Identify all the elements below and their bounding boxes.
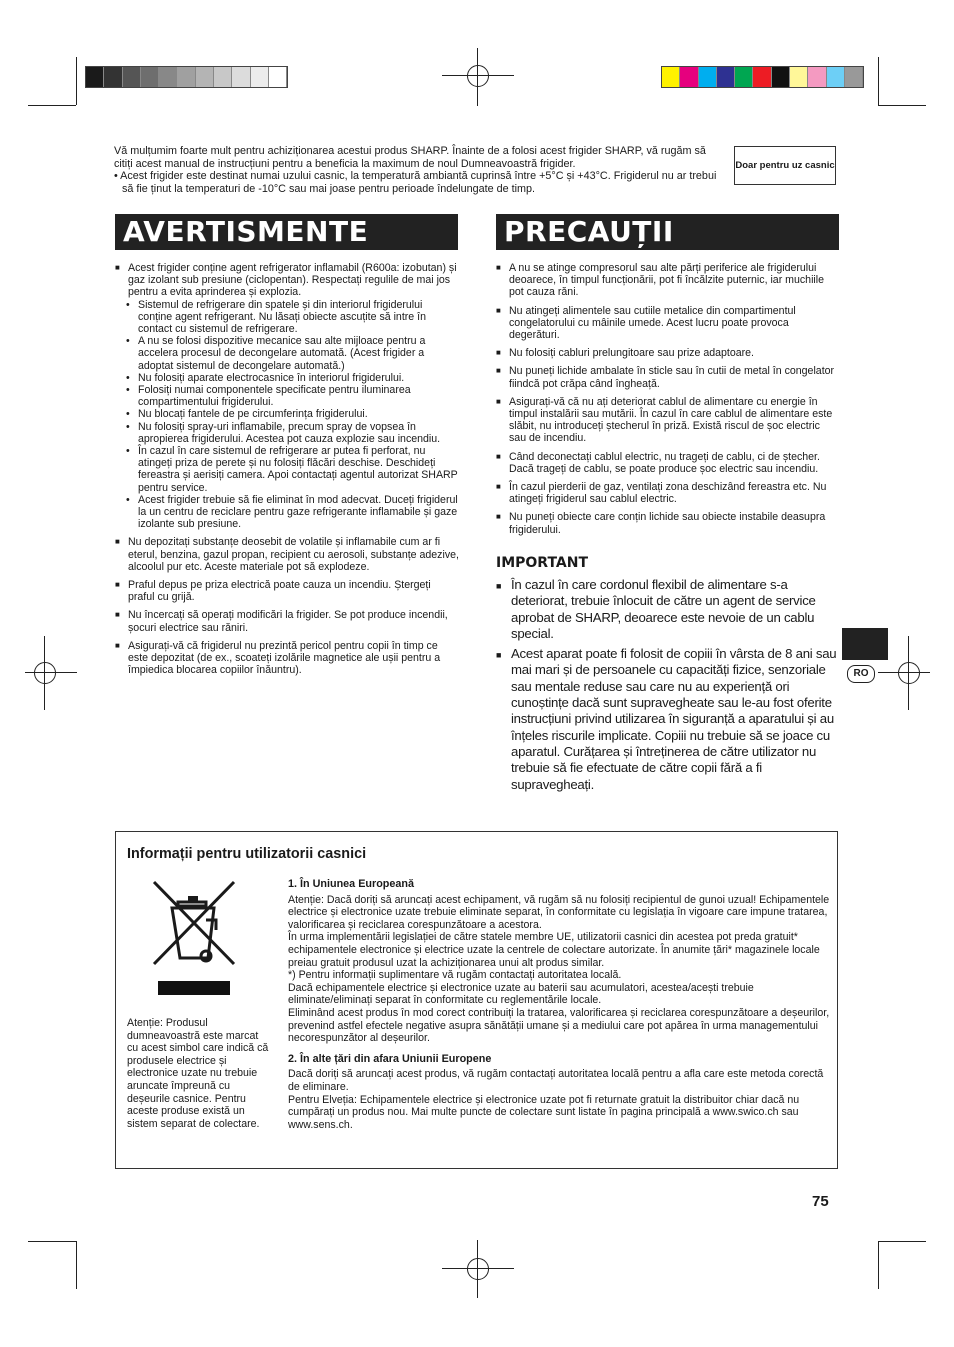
precaution-item: ■ Nu puneți lichide ambalate în sticle sau în cutii de metal în congelator fiindcă pot crăpa când îngheață. bbox=[496, 365, 839, 389]
warning-subitem: • Nu blocați fantele de pe circumferința frigiderului. bbox=[115, 408, 459, 420]
eu-paragraph: *) Pentru informații suplimentare vă rugăm contactați autoritatea locală. bbox=[288, 969, 622, 982]
info-left-text: Atenție: Produsul dumneavoastră este marcat cu acest simbol care indică că produsele electrice și electronice uzate nu trebuie aruncate împreună cu deșeurile casnice. Pentru aceste produse există un sistem separat de colectare. bbox=[127, 1017, 269, 1130]
swatch bbox=[790, 67, 808, 87]
important-item: ■ În cazul în care cordonul flexibil de alimentare s-a deteriorat, trebuie înlocuit de către un agent de service aprobat de SHARP, deoarece este nevoie de un cablu special. bbox=[496, 577, 839, 642]
swatch bbox=[123, 67, 141, 87]
swatch bbox=[269, 67, 287, 87]
eu-paragraph: În urma implementării legislației de către statele membre UE, utilizatorii casnici din acestea pot preda gratuit* echipamentele electronice și electrice uzate la centrele de colectare autorizate. În anumite țări* magazinele locale preiau gratuit produsul uzat la achiziționarea unui alt produs similar. bbox=[288, 931, 820, 969]
swatch bbox=[808, 67, 826, 87]
precaution-item: ■ Când deconectați cablul electric, nu trageți de cablu, ci de ștecher. Dacă trageți de cablu, se poate produce șoc electric sau incendiu. bbox=[496, 451, 839, 475]
warnings-list bbox=[115, 262, 459, 683]
important-item: ■ Acest aparat poate fi folosit de copiii în vârsta de 8 ani sau mai mari și de persoanele cu capacități fizice, senzoriale sau mentale reduse sau care nu au experiență ori cunoștințe dacă sunt supravegheate sau le-au fost oferite instrucțiuni privind utilizarea în siguranță a aparatului și au înțeles riscurile implicate. Copiii nu trebuie să se joace cu aparatul. Curățarea și întreținerea de către utilizator nu trebuie să fie efectuate de către copii fără a fi supravegheați. bbox=[496, 646, 839, 793]
swatch bbox=[104, 67, 122, 87]
language-tab-marker bbox=[842, 628, 888, 660]
swatch bbox=[717, 67, 735, 87]
intro-text bbox=[114, 145, 724, 195]
other-paragraph: Pentru Elveția: Echipamentele electrice și electronice uzate pot fi returnate gratuit la distribuitor chiar dacă nu cumpărați un produs nou. Mai multe puncte de colectare sunt listate în pagina principală a www.swico.ch sau www.sens.ch. bbox=[288, 1093, 800, 1131]
swatch bbox=[845, 67, 863, 87]
warning-subitem: • În cazul în care sistemul de refrigerare ar putea fi perforat, nu atingeți priza de perete și nu folosiți flăcări deschise. Deschideți fereastra și aerisiți camera. Apoi contactați agentul autorizat SHARP pentru service. bbox=[115, 445, 459, 494]
swatch bbox=[141, 67, 159, 87]
swatch bbox=[699, 67, 717, 87]
precaution-item: ■ Asigurați-vă că nu ați deteriorat cablul de alimentare cu energie în timpul instalării sau mutării. În cazul în care cablul de alimentare este slăbit, nu introduceți ștecherul în priză. Există riscul de șoc electric sau de incendiu. bbox=[496, 396, 839, 445]
precautions-list bbox=[496, 262, 839, 542]
eu-paragraph: Atenție: Dacă doriți să aruncați acest echipament, vă rugăm să nu folosiți recipientul de gunoi uzual! Echipamentele electrice și electronice uzate trebuie eliminate separat, în conformitate cu legislația în vigoare care impune tratarea, valorificarea și reciclarea corespunzătoare a acestora. bbox=[288, 893, 830, 931]
warning-subitem: • Acest frigider trebuie să fie eliminat în mod adecvat. Duceți frigiderul la un centru de reciclare pentru gaze refrigerante inflamabile și gaze izolante sub presiune. bbox=[115, 494, 459, 531]
precaution-item: ■ Nu puneți obiecte care conțin lichide sau obiecte instabile deasupra frigiderului. bbox=[496, 511, 839, 535]
eu-section-title: 1. În Uniunea Europeană bbox=[288, 878, 414, 890]
swatch bbox=[196, 67, 214, 87]
precaution-item: ■ A nu se atinge compresorul sau alte părți periferice ale frigiderului deoarece, în timpul funcționării, pot fi încălzite puternic, iar muchiile pot cauza răni. bbox=[496, 262, 839, 299]
warning-item: ■ Nu depozitați substanțe deosebit de volatile și inflamabile cum ar fi eterul, benzina, gazul propan, recipient cu aerosoli, substanțe adezive, alcoolul pur etc. Aceste materiale pot să explodeze. bbox=[115, 536, 459, 573]
intro-line-2: • Acest frigider este destinat numai uzului casnic, la temperatură ambiantă cuprinsă între +5°C și +43°C. Frigiderul nu ar trebui să fie ținut la temperaturi de -10°C sau mai joase pentru perioade îndelungate de timp. bbox=[114, 170, 717, 195]
household-info-box bbox=[115, 831, 838, 1169]
swatch bbox=[177, 67, 195, 87]
info-title: Informații pentru utilizatorii casnici bbox=[127, 846, 367, 862]
crossed-out-wheelie-bin-icon bbox=[150, 880, 240, 1000]
eu-paragraph: Dacă echipamentele electrice și electronice uzate au baterii sau acumulatori, acestea/acești trebuie eliminate/eliminați separat în conformitate cu reglementările locale. bbox=[288, 981, 754, 1007]
language-badge: RO bbox=[847, 665, 875, 683]
warning-item: ■ Asigurați-vă că frigiderul nu prezintă pericol pentru copii în timp ce este depozitat (de ex., scoateți izolările magnetice ale ușii pentru a împiedica blocarea copiilor înăuntru). bbox=[115, 640, 459, 677]
swatch bbox=[680, 67, 698, 87]
warning-subitem: • A nu se folosi dispozitive mecanice sau alte mijloace pentru a accelera procesul de decongelare automată. (Acest frigider a adoptat sistemul de decongelare automată.) bbox=[115, 335, 459, 372]
swatch bbox=[214, 67, 232, 87]
warning-item: ■ Nu încercați să operați modificări la frigider. Se pot produce incendii, șocuri electrice sau răniri. bbox=[115, 609, 459, 633]
swatch bbox=[86, 67, 104, 87]
precautions-heading: PRECAUȚII bbox=[496, 214, 839, 250]
warnings-heading: AVERTISMENTE bbox=[115, 214, 458, 250]
swatch bbox=[159, 67, 177, 87]
page-number: 75 bbox=[812, 1193, 829, 1210]
swatch bbox=[735, 67, 753, 87]
swatch bbox=[753, 67, 771, 87]
precaution-item: ■ Nu atingeți alimentele sau cutiile metalice din compartimentul congelatorului cu mâinile umede. Acest lucru poate provoca degerături. bbox=[496, 305, 839, 342]
warning-item: ■ Praful depus pe priza electrică poate cauza un incendiu. Ștergeți praful cu grijă. bbox=[115, 579, 459, 603]
swatch bbox=[232, 67, 250, 87]
swatch bbox=[662, 67, 680, 87]
grayscale-calibration-bar bbox=[85, 66, 288, 88]
other-countries-title: 2. În alte țări din afara Uniunii Europene bbox=[288, 1052, 492, 1065]
important-heading: IMPORTANT bbox=[496, 555, 589, 571]
info-right-column bbox=[288, 878, 830, 1131]
intro-line-1: Vă mulțumim foarte mult pentru achiziționarea acestui produs SHARP. Înainte de a folosi acest frigider SHARP, vă rugăm să citiți acest manual de instrucțiuni pentru a beneficia la maximum de noul Dumneavoastră frigider. bbox=[114, 145, 706, 170]
eu-paragraph: Eliminând acest produs în mod corect contribuiți la tratarea, valorificarea și reciclarea corespunzătoare a deșeurilor, prevenind astfel efectele negative asupra sănătății umane și a mediului care pot apărea în urma managementului necorespunzător al deșeurilor. bbox=[288, 1006, 830, 1045]
other-paragraph: Dacă doriți să aruncați acest produs, vă rugăm contactați autoritatea locală pentru a afla care este metoda corectă de eliminare. bbox=[288, 1068, 824, 1093]
important-list bbox=[496, 577, 839, 797]
precaution-item: ■ În cazul pierderii de gaz, ventilați zona deschizând fereastra etc. Nu atingeți frigiderul sau cablul electric. bbox=[496, 481, 839, 505]
swatch bbox=[827, 67, 845, 87]
swatch bbox=[772, 67, 790, 87]
warning-subitem: • Nu folosiți aparate electrocasnice în interiorul frigiderului. bbox=[115, 372, 459, 384]
warning-subitem: • Nu folosiți spray-uri inflamabile, precum spray de vopsea în apropierea frigiderului. Acestea pot cauza explozie sau incendiu. bbox=[115, 421, 459, 445]
precaution-item: ■ Nu folosiți cabluri prelungitoare sau prize adaptoare. bbox=[496, 347, 839, 359]
color-calibration-bar bbox=[661, 66, 864, 88]
swatch bbox=[251, 67, 269, 87]
warning-item: ■ Acest frigider conține agent refrigerator inflamabil (R600a: izobutan) și gaz izolant sub presiune (ciclopentan). Respectați regulile de mai jos pentru a evita aprinderea și explozia. bbox=[115, 262, 459, 299]
domestic-use-label: Doar pentru uz casnic bbox=[734, 146, 836, 185]
warning-subitem: • Folosiți numai componentele specificate pentru iluminarea compartimentului frigiderului. bbox=[115, 384, 459, 408]
warning-subitem: • Sistemul de refrigerare din spatele și din interiorul frigiderului conține agent refrigerant. Nu lăsați obiecte ascuțite să intre în contact cu sistemul de refrigerare. bbox=[115, 299, 459, 336]
